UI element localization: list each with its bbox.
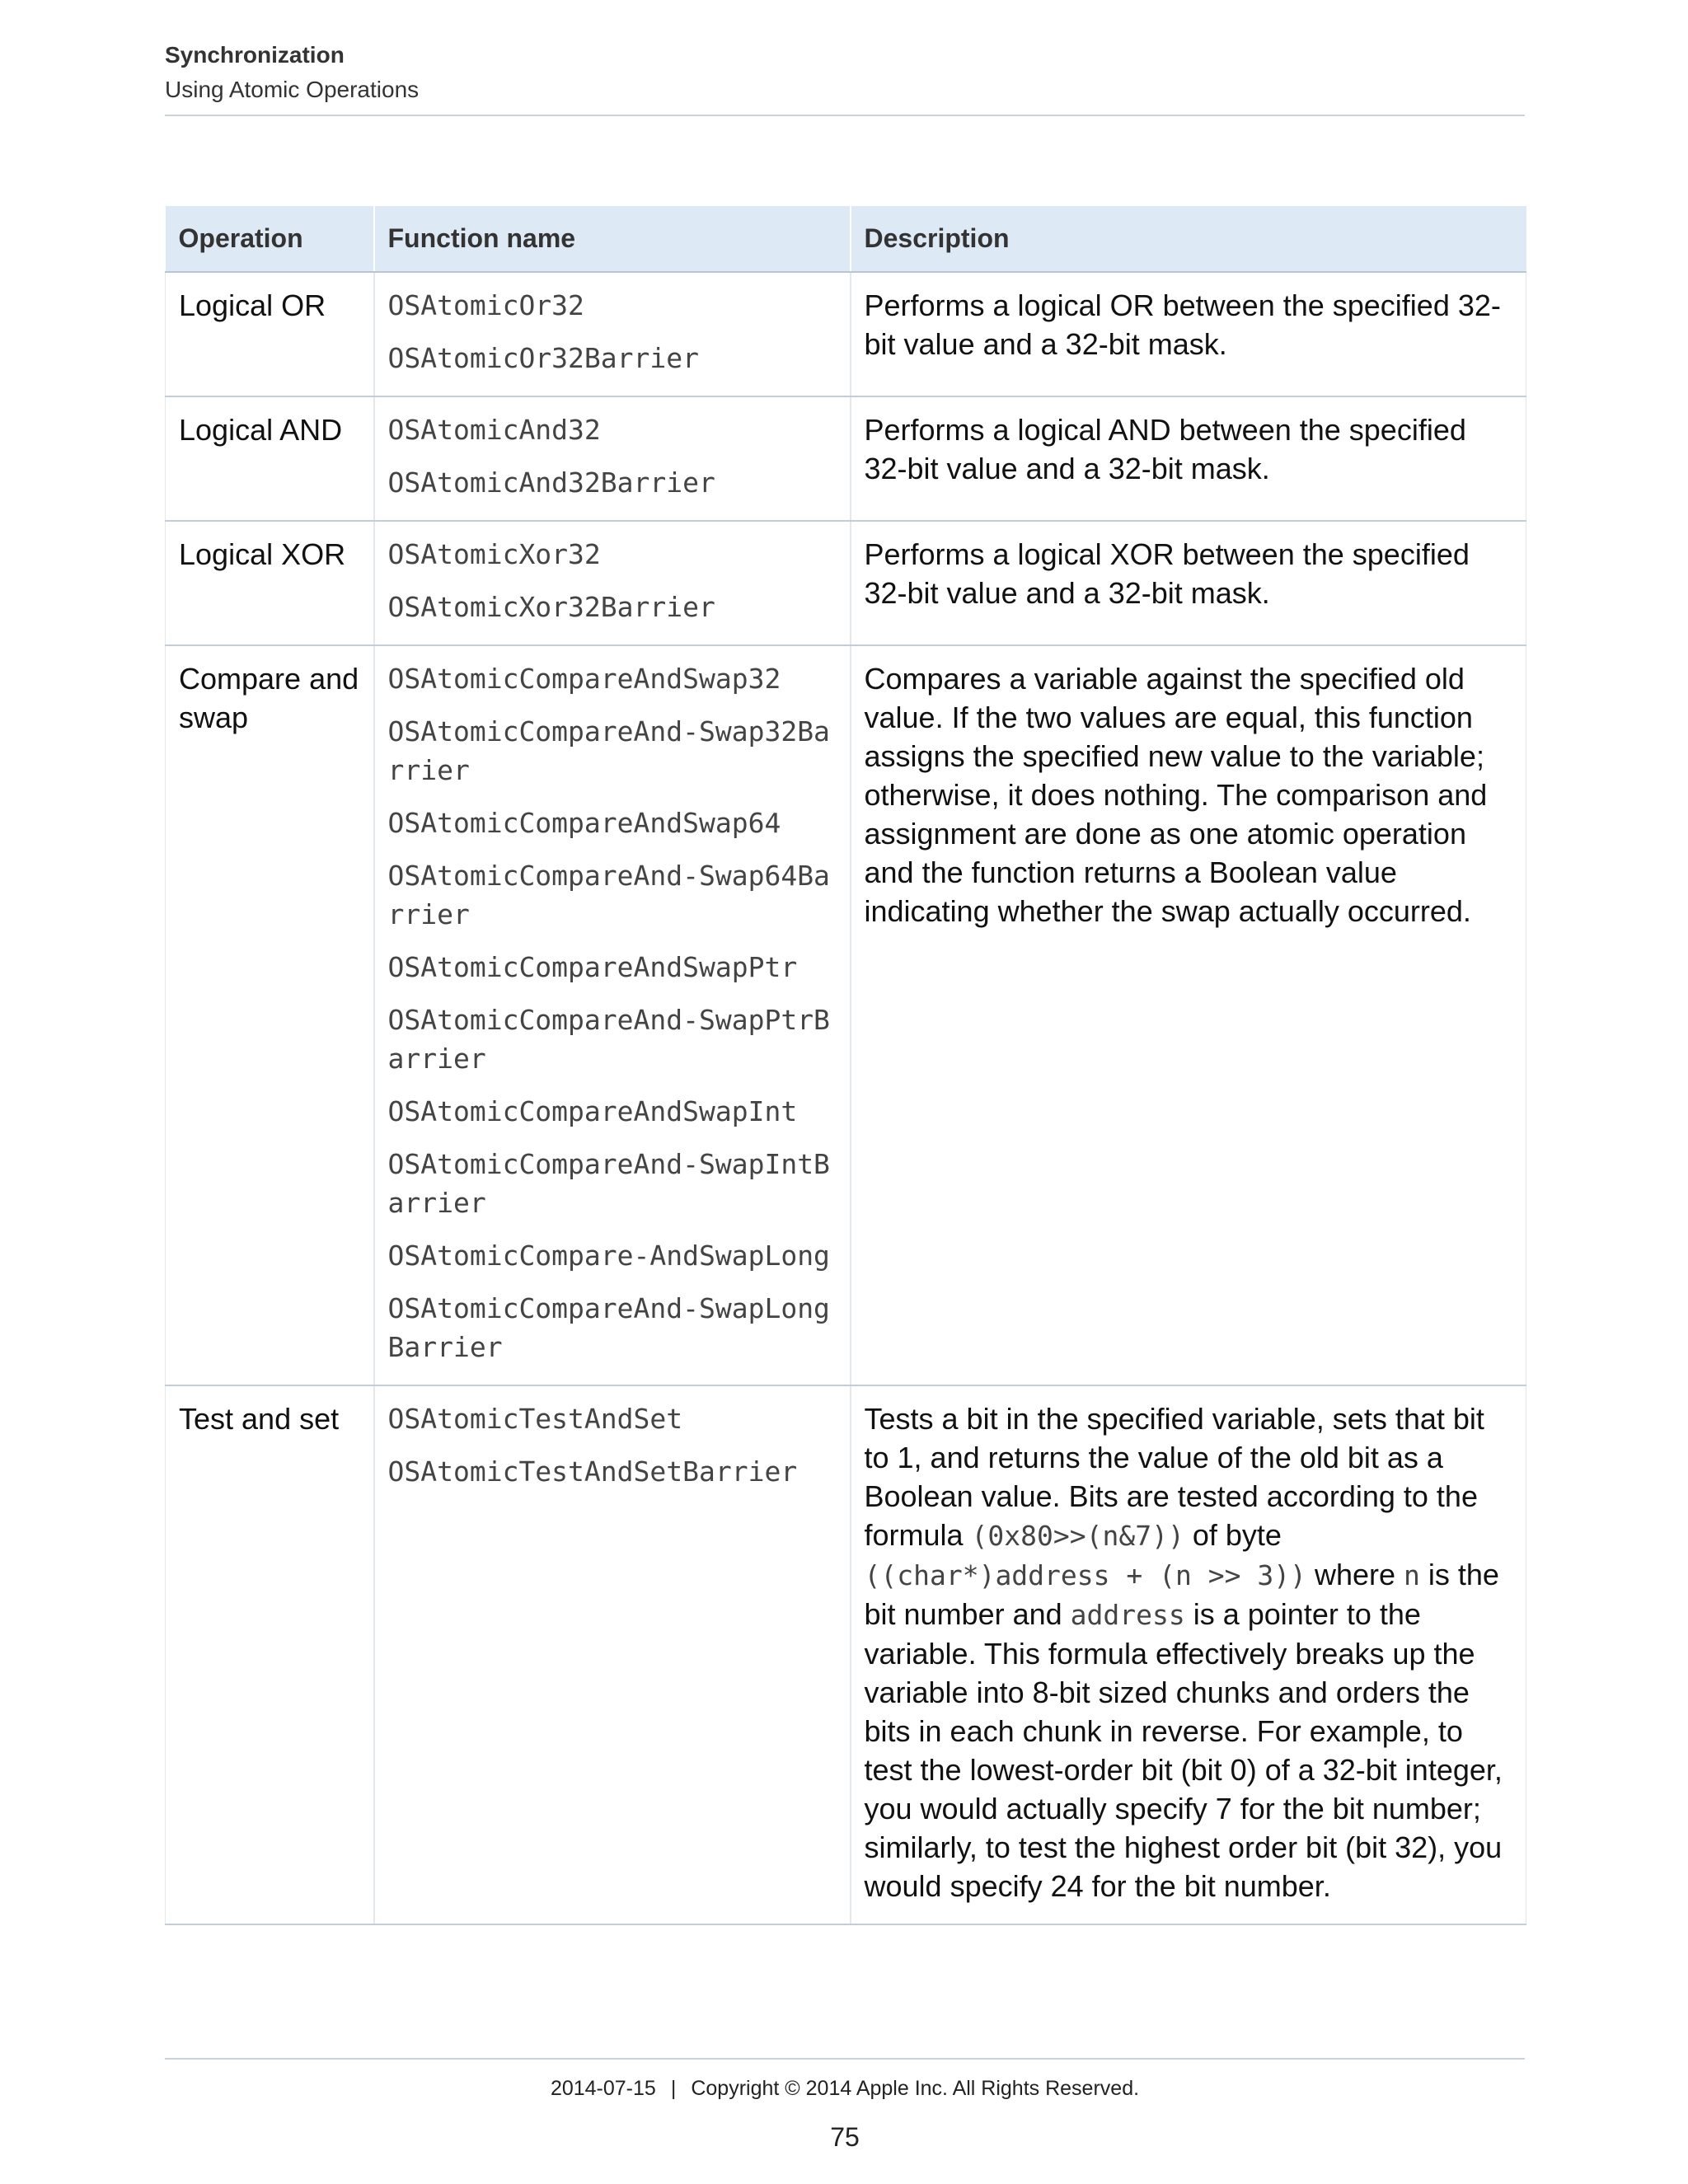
description-cell: Performs a logical XOR between the specified 32-bit value and a 32-bit mask. [851, 521, 1526, 645]
operation-cell: Logical OR [166, 272, 374, 396]
header-divider [165, 115, 1525, 116]
function-cell [374, 396, 851, 521]
footer-divider [165, 2058, 1525, 2060]
function-name: OSAtomicTestAndSetBarrier [387, 1455, 798, 1488]
function-name: OSAtomicCompare-AndSwapLong [387, 1240, 830, 1272]
function-name: OSAtomicCompareAnd-Swap64Barrier [387, 860, 830, 930]
description-text: Tests a bit in the specified variable, sets that bit to 1, and returns the value of the old bit as a Boolean value. Bits are tested according to the formula [864, 1402, 1484, 1552]
function-name: OSAtomicCompareAndSwapPtr [387, 951, 798, 983]
table-row [166, 521, 1526, 645]
function-name: OSAtomicCompareAnd-SwapPtrBarrier [387, 1004, 830, 1075]
operation-cell: Compare and swap [166, 645, 374, 1385]
function-name: OSAtomicTestAndSet [387, 1403, 683, 1435]
column-header-description: Description [851, 206, 1526, 272]
inline-code: ((char*)address + (n >> 3)) [864, 1559, 1306, 1591]
function-name: OSAtomicOr32Barrier [387, 342, 699, 374]
description-text: is the bit number and [864, 1558, 1499, 1631]
page-footer [165, 2077, 1525, 2101]
page-number: 75 [830, 2122, 860, 2152]
page-header [165, 41, 1525, 104]
description-text: is a pointer to the variable. This formula effectively breaks up the variable into 8-bit sized chunks and orders the bits in each chunk in reverse. For example, to test the lowest-order bit (bit 0) of a 32-bit integer, you would actually specify 7 for the bit number; similarly, to test the highest order bit (bit 32), you would specify 24 for the bit number. [864, 1597, 1503, 1903]
inline-code: (0x80>>(n&7)) [971, 1520, 1184, 1552]
table-row [166, 645, 1526, 1385]
description-cell: Compares a variable against the specified old value. If the two values are equal, this function assigns the specified new value to the variable; otherwise, it does nothing. The comparison and assignment are done as one atomic operation and the function returns a Boolean value indicating whether the swap actually occurred. [851, 645, 1526, 1385]
table-row [166, 272, 1526, 396]
inline-code: n [1404, 1559, 1420, 1591]
function-name: OSAtomicXor32Barrier [387, 591, 715, 623]
function-name: OSAtomicCompareAnd-Swap32Barrier [387, 715, 830, 786]
description-cell: Performs a logical AND between the specified 32-bit value and a 32-bit mask. [851, 396, 1526, 521]
function-name: OSAtomicCompareAndSwapInt [387, 1095, 798, 1127]
function-name: OSAtomicCompareAnd-SwapLongBarrier [387, 1292, 830, 1363]
chapter-title: Synchronization [165, 42, 345, 68]
function-cell [374, 645, 851, 1385]
function-cell [374, 521, 851, 645]
operation-cell: Logical XOR [166, 521, 374, 645]
operation-cell: Test and set [166, 1385, 374, 1924]
function-name: OSAtomicAnd32 [387, 414, 601, 446]
function-name: OSAtomicCompareAndSwap64 [387, 807, 781, 839]
table-row [166, 1385, 1526, 1924]
description-cell: Performs a logical OR between the specified 32-bit value and a 32-bit mask. [851, 272, 1526, 396]
description-text: where [1306, 1558, 1404, 1591]
function-cell [374, 1385, 851, 1924]
inline-code: address [1070, 1599, 1185, 1631]
table-row [166, 396, 1526, 521]
function-name: OSAtomicCompareAndSwap32 [387, 663, 781, 695]
column-header-operation: Operation [166, 206, 374, 272]
section-title: Using Atomic Operations [165, 77, 420, 102]
atomic-operations-table [165, 206, 1526, 1925]
description-text: of byte [1184, 1518, 1282, 1552]
footer-date: 2014-07-15 [550, 2077, 656, 2100]
function-name: OSAtomicAnd32Barrier [387, 466, 715, 499]
function-cell [374, 272, 851, 396]
function-name: OSAtomicCompareAnd-SwapIntBarrier [387, 1148, 830, 1219]
description-cell [851, 1385, 1526, 1924]
footer-separator: | [670, 2077, 677, 2100]
column-header-function-name: Function name [374, 206, 851, 272]
function-name: OSAtomicOr32 [387, 289, 584, 321]
table-header-row [166, 206, 1526, 272]
footer-copyright: Copyright © 2014 Apple Inc. All Rights Reserved. [691, 2077, 1140, 2100]
function-name: OSAtomicXor32 [387, 538, 601, 570]
operation-cell: Logical AND [166, 396, 374, 521]
